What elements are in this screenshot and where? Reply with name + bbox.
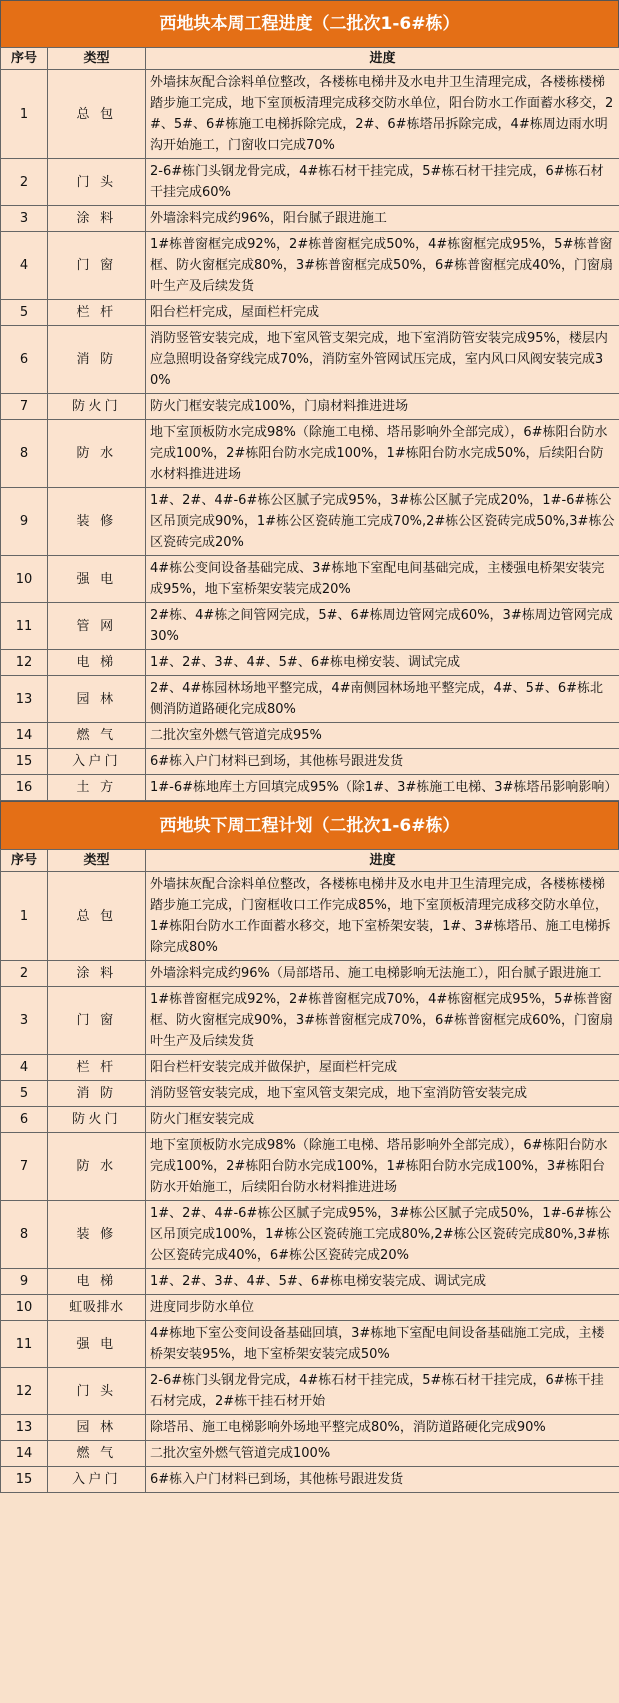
table-row	[1, 603, 619, 650]
row-progress: 6#栋入户门材料已到场，其他栋号跟进发货	[146, 1467, 619, 1493]
row-type: 管 网	[48, 603, 146, 650]
row-type: 电 梯	[48, 1269, 146, 1295]
row-progress: 1#、2#、3#、4#、5#、6#栋电梯安装、调试完成	[146, 650, 619, 676]
row-number: 12	[1, 650, 48, 676]
table-row	[1, 420, 619, 488]
row-type: 强 电	[48, 1321, 146, 1368]
table-header-row	[1, 850, 619, 872]
row-progress: 4#栋公变间设备基础完成、3#栋地下室配电间基础完成，主楼强电桥架安装完成95%，地下室桥架安装完成20%	[146, 556, 619, 603]
row-number: 3	[1, 987, 48, 1055]
table-row	[1, 1321, 619, 1368]
table-row	[1, 70, 619, 159]
table-row	[1, 676, 619, 723]
row-type: 涂 料	[48, 961, 146, 987]
col-header-type: 类型	[48, 48, 146, 70]
row-type: 虹吸排水	[48, 1295, 146, 1321]
row-progress: 1#、2#、4#-6#栋公区腻子完成95%，3#栋公区腻子完成20%，1#-6#栋公区吊顶完成90%，1#栋公区瓷砖施工完成70%,2#栋公区瓷砖完成50%,3#栋公区瓷砖完成20%	[146, 488, 619, 556]
table-row	[1, 987, 619, 1055]
row-type: 燃 气	[48, 723, 146, 749]
row-number: 16	[1, 775, 48, 801]
row-type: 门 头	[48, 1368, 146, 1415]
row-progress: 防火门框安装完成100%，门扇材料推进进场	[146, 394, 619, 420]
table-row	[1, 1269, 619, 1295]
row-progress: 进度同步防水单位	[146, 1295, 619, 1321]
row-progress: 1#、2#、3#、4#、5#、6#栋电梯安装完成、调试完成	[146, 1269, 619, 1295]
row-number: 3	[1, 206, 48, 232]
row-type: 电 梯	[48, 650, 146, 676]
row-type: 消 防	[48, 1081, 146, 1107]
col-header-progress: 进度	[146, 850, 619, 872]
row-type: 园 林	[48, 676, 146, 723]
row-progress: 消防竖管安装完成，地下室风管支架完成，地下室消防管安装完成95%，楼层内应急照明设备穿线完成70%，消防室外管网试压完成，室内风口风阀安装完成30%	[146, 326, 619, 394]
next-week-table	[0, 849, 619, 1493]
row-number: 9	[1, 1269, 48, 1295]
row-type: 防火门	[48, 394, 146, 420]
table-row	[1, 206, 619, 232]
table-row	[1, 394, 619, 420]
col-header-no: 序号	[1, 850, 48, 872]
row-number: 15	[1, 749, 48, 775]
row-number: 11	[1, 1321, 48, 1368]
table-row	[1, 159, 619, 206]
col-header-type: 类型	[48, 850, 146, 872]
row-progress: 外墙涂料完成约96%（局部塔吊、施工电梯影响无法施工），阳台腻子跟进施工	[146, 961, 619, 987]
table-header-row	[1, 48, 619, 70]
row-type: 涂 料	[48, 206, 146, 232]
row-progress: 1#栋普窗框完成92%，2#栋普窗框完成50%，4#栋窗框完成95%，5#栋普窗框、防火窗框完成80%，3#栋普窗框完成50%，6#栋普窗框完成40%，门窗扇叶生产及后续发货	[146, 232, 619, 300]
row-number: 12	[1, 1368, 48, 1415]
row-number: 8	[1, 420, 48, 488]
row-type: 防火门	[48, 1107, 146, 1133]
row-progress: 外墙抹灰配合涂料单位整改，各楼栋电梯井及水电井卫生清理完成，各楼栋楼梯踏步施工完成，门窗框收口工作完成85%，地下室顶板清理完成移交防水单位，1#栋阳台防水工作面蓄水移交，地下室桥架安装，1#、3#栋塔吊、施工电梯拆除完成80%	[146, 872, 619, 961]
row-number: 11	[1, 603, 48, 650]
table-row	[1, 723, 619, 749]
row-number: 1	[1, 872, 48, 961]
row-type: 总 包	[48, 70, 146, 159]
row-type: 土 方	[48, 775, 146, 801]
row-number: 13	[1, 1415, 48, 1441]
row-progress: 地下室顶板防水完成98%（除施工电梯、塔吊影响外全部完成），6#栋阳台防水完成100%，2#栋阳台防水完成100%，1#栋阳台防水完成100%，3#栋阳台防水开始施工，后续阳台防水材料推进进场	[146, 1133, 619, 1201]
row-progress: 阳台栏杆完成，屋面栏杆完成	[146, 300, 619, 326]
row-type: 门 窗	[48, 987, 146, 1055]
row-progress: 除塔吊、施工电梯影响外场地平整完成80%，消防道路硬化完成90%	[146, 1415, 619, 1441]
row-type: 门 头	[48, 159, 146, 206]
row-number: 10	[1, 1295, 48, 1321]
row-number: 2	[1, 159, 48, 206]
row-number: 9	[1, 488, 48, 556]
row-number: 5	[1, 1081, 48, 1107]
row-number: 14	[1, 1441, 48, 1467]
table-row	[1, 872, 619, 961]
table-row	[1, 326, 619, 394]
col-header-no: 序号	[1, 48, 48, 70]
row-number: 10	[1, 556, 48, 603]
row-progress: 2#栋、4#栋之间管网完成，5#、6#栋周边管网完成60%，3#栋周边管网完成30%	[146, 603, 619, 650]
table-row	[1, 961, 619, 987]
table-row	[1, 300, 619, 326]
row-number: 2	[1, 961, 48, 987]
table-row	[1, 1415, 619, 1441]
table-row	[1, 1081, 619, 1107]
table-row	[1, 1295, 619, 1321]
row-progress: 1#栋普窗框完成92%，2#栋普窗框完成70%，4#栋窗框完成95%，5#栋普窗框、防火窗框完成90%，3#栋普窗框完成70%，6#栋普窗框完成60%，门窗扇叶生产及后续发货	[146, 987, 619, 1055]
row-number: 6	[1, 1107, 48, 1133]
row-type: 消 防	[48, 326, 146, 394]
row-type: 防 水	[48, 1133, 146, 1201]
row-type: 装 修	[48, 1201, 146, 1269]
row-progress: 地下室顶板防水完成98%（除施工电梯、塔吊影响外全部完成），6#栋阳台防水完成100%，2#栋阳台防水完成100%，1#栋阳台防水完成50%，后续阳台防水材料推进进场	[146, 420, 619, 488]
row-progress: 2-6#栋门头钢龙骨完成，4#栋石材干挂完成，5#栋石材干挂完成，6#栋干挂石材完成，2#栋干挂石材开始	[146, 1368, 619, 1415]
row-number: 15	[1, 1467, 48, 1493]
row-type: 燃 气	[48, 1441, 146, 1467]
table-row	[1, 775, 619, 801]
row-progress: 1#-6#栋地库土方回填完成95%（除1#、3#栋施工电梯、3#栋塔吊影响影响）	[146, 775, 619, 801]
row-progress: 6#栋入户门材料已到场，其他栋号跟进发货	[146, 749, 619, 775]
table-row	[1, 650, 619, 676]
row-progress: 2-6#栋门头钢龙骨完成，4#栋石材干挂完成，5#栋石材干挂完成，6#栋石材干挂完成60%	[146, 159, 619, 206]
row-number: 8	[1, 1201, 48, 1269]
table-row	[1, 1201, 619, 1269]
col-header-progress: 进度	[146, 48, 619, 70]
table-row	[1, 1368, 619, 1415]
row-type: 园 林	[48, 1415, 146, 1441]
table-row	[1, 1055, 619, 1081]
row-number: 4	[1, 232, 48, 300]
row-type: 强 电	[48, 556, 146, 603]
row-number: 4	[1, 1055, 48, 1081]
row-number: 7	[1, 1133, 48, 1201]
table-row	[1, 488, 619, 556]
row-number: 7	[1, 394, 48, 420]
row-type: 栏 杆	[48, 1055, 146, 1081]
row-progress: 防火门框安装完成	[146, 1107, 619, 1133]
row-progress: 外墙抹灰配合涂料单位整改，各楼栋电梯井及水电井卫生清理完成，各楼栋楼梯踏步施工完成，地下室顶板清理完成移交防水单位，阳台防水工作面蓄水移交，2#、5#、6#栋施工电梯拆除完成，2#、6#栋塔吊拆除完成，4#栋周边雨水明沟开始施工，门窗收口完成70%	[146, 70, 619, 159]
row-type: 总 包	[48, 872, 146, 961]
row-number: 1	[1, 70, 48, 159]
table-row	[1, 749, 619, 775]
row-progress: 1#、2#、4#-6#栋公区腻子完成95%，3#栋公区腻子完成50%，1#-6#栋公区吊顶完成100%，1#栋公区瓷砖施工完成80%,2#栋公区瓷砖完成80%,3#栋公区瓷砖完成40%，6#栋公区瓷砖完成20%	[146, 1201, 619, 1269]
row-type: 防 水	[48, 420, 146, 488]
this-week-title: 西地块本周工程进度（二批次1-6#栋）	[0, 0, 619, 47]
table-row	[1, 1133, 619, 1201]
table-row	[1, 1441, 619, 1467]
table-row	[1, 1107, 619, 1133]
row-number: 6	[1, 326, 48, 394]
row-type: 装 修	[48, 488, 146, 556]
row-number: 14	[1, 723, 48, 749]
row-number: 13	[1, 676, 48, 723]
row-progress: 4#栋地下室公变间设备基础回填，3#栋地下室配电间设备基础施工完成，主楼桥架安装95%，地下室桥架安装完成50%	[146, 1321, 619, 1368]
row-progress: 二批次室外燃气管道完成100%	[146, 1441, 619, 1467]
row-type: 栏 杆	[48, 300, 146, 326]
table-row	[1, 1467, 619, 1493]
row-type: 入户门	[48, 749, 146, 775]
table-row	[1, 556, 619, 603]
row-progress: 外墙涂料完成约96%，阳台腻子跟进施工	[146, 206, 619, 232]
row-progress: 消防竖管安装完成，地下室风管支架完成，地下室消防管安装完成	[146, 1081, 619, 1107]
row-progress: 2#、4#栋园林场地平整完成，4#南侧园林场地平整完成，4#、5#、6#栋北侧消防道路硬化完成80%	[146, 676, 619, 723]
table-row	[1, 232, 619, 300]
row-number: 5	[1, 300, 48, 326]
this-week-table	[0, 47, 619, 801]
row-progress: 二批次室外燃气管道完成95%	[146, 723, 619, 749]
row-type: 门 窗	[48, 232, 146, 300]
row-progress: 阳台栏杆安装完成并做保护，屋面栏杆完成	[146, 1055, 619, 1081]
next-week-title: 西地块下周工程计划（二批次1-6#栋）	[0, 801, 619, 849]
row-type: 入户门	[48, 1467, 146, 1493]
